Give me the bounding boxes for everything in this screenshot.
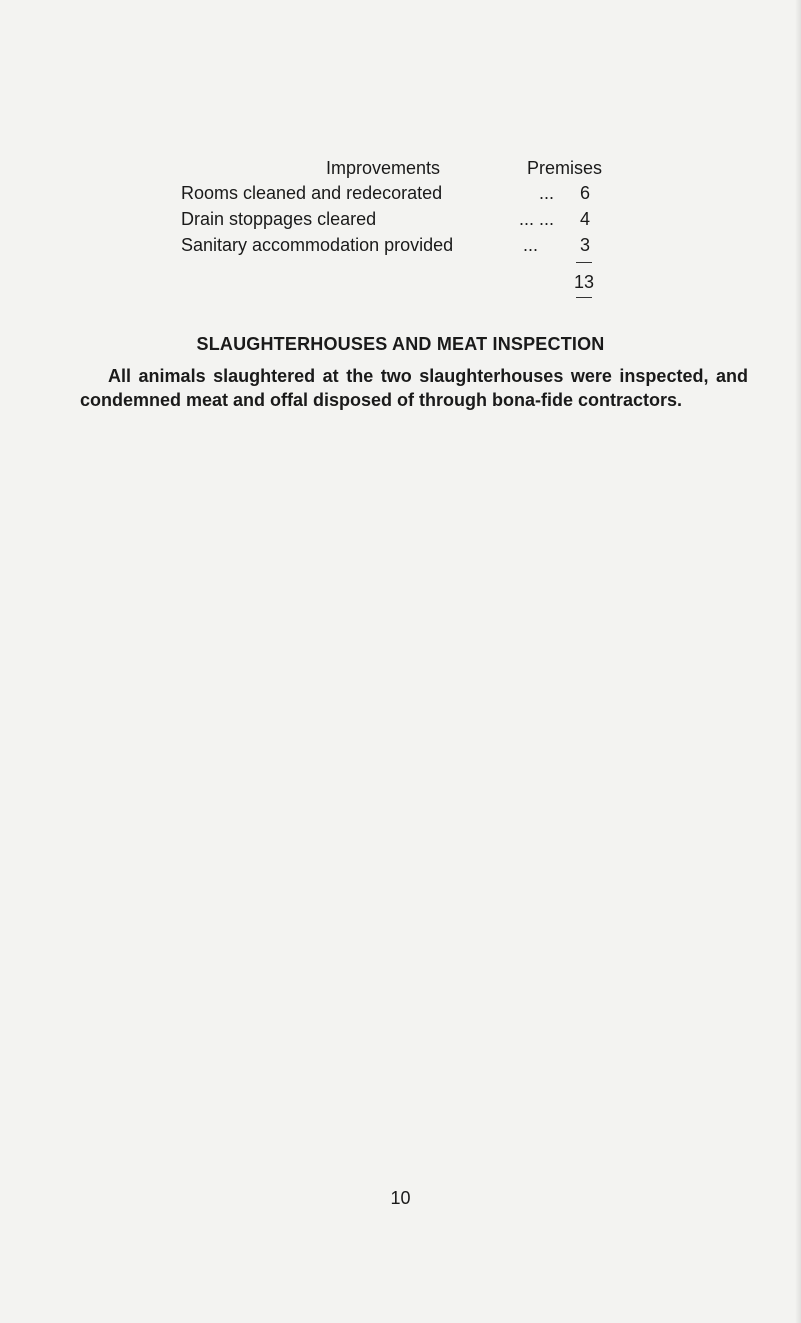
total-rule-bottom xyxy=(576,297,592,298)
page-number: 10 xyxy=(390,1188,411,1208)
page-edge-shadow xyxy=(795,0,801,1323)
table-row-leader: ... xyxy=(538,183,554,203)
table-row-leader: ... ... xyxy=(518,209,554,229)
table-row-label: Rooms cleaned and redecorated xyxy=(181,183,443,203)
table-row-value: 3 xyxy=(579,235,590,255)
table-header-premises: Premises xyxy=(527,158,603,178)
section-heading: SLAUGHTERHOUSES AND MEAT INSPECTION xyxy=(196,334,605,354)
table-row-label: Drain stoppages cleared xyxy=(181,209,377,229)
table-total: 13 xyxy=(574,272,595,292)
table-row-value: 6 xyxy=(579,183,590,203)
table-header-improvements: Improvements xyxy=(326,158,441,178)
total-rule-top xyxy=(576,262,592,263)
table-row-leader: ... xyxy=(522,235,538,255)
table-row-label: Sanitary accommodation provided xyxy=(181,235,454,255)
section-paragraph: All animals slaughtered at the two slaughterhouses were inspected, and condemned meat and offal disposed of through bona-fide contractors. xyxy=(80,366,748,410)
table-row-value: 4 xyxy=(579,209,590,229)
